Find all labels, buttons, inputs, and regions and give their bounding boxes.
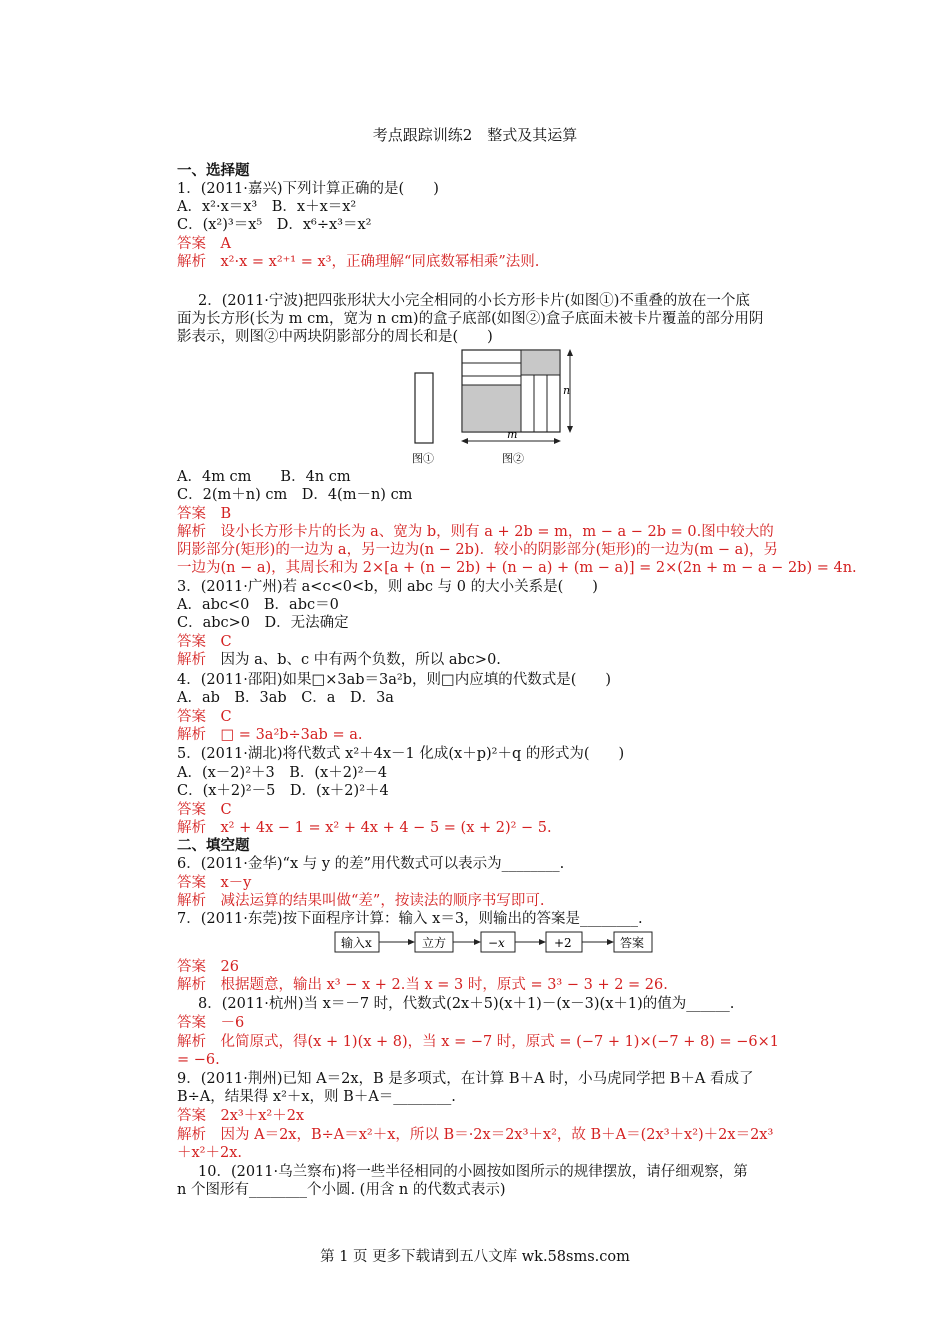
q4-answer <box>177 708 232 726</box>
fig2-card-v2 <box>534 375 547 432</box>
q9-answer <box>177 1107 304 1125</box>
q8-answer-value: －6 <box>220 1015 245 1031</box>
q6-stem: 6．(2011·金华)“x 与 y 的差”用代数式可以表示为________. <box>177 856 565 872</box>
q4-options: A．ab B．3ab C．a D．3a <box>177 690 394 706</box>
q6-analysis-text: 减法运算的结果叫做“差”，按读法的顺序书写即可. <box>220 893 545 909</box>
fig2-shade-small <box>521 350 560 375</box>
fig2-card-h1 <box>462 350 521 363</box>
q1-analysis-text: x²·x = x²⁺¹ = x³，正确理解“同底数幂相乘”法则. <box>220 254 540 270</box>
answer-label: 答案 <box>177 802 206 818</box>
n-label: n <box>563 384 571 397</box>
fig1-caption: 图① <box>412 452 434 465</box>
q3-options-cd: C．abc>0 D．无法确定 <box>177 615 349 631</box>
q9-stem-2: B÷A，结果得 x²＋x，则 B＋A＝________. <box>177 1089 456 1105</box>
q2-answer-value: B <box>220 506 232 522</box>
page-footer: 第 1 页 更多下载请到五八文库 wk.58sms.com <box>320 1249 630 1265</box>
q2-options-ab: A．4m cm B．4n cm <box>177 469 351 485</box>
analysis-label: 解析 <box>177 652 206 668</box>
analysis-label: 解析 <box>177 977 206 993</box>
q2-analysis-3: 一边为(n − a)，其周长和为 2×[a + (n − 2b) + (n − a) + (m − a)] = 2×(2n + m − a − 2b) = 4n. <box>177 560 857 576</box>
q2-analysis-1 <box>177 523 774 541</box>
flow-text-minus-x: −x <box>488 936 505 950</box>
q6-answer-value: x－y <box>220 875 252 891</box>
analysis-label: 解析 <box>177 1034 206 1050</box>
q1-options-ab: A．x²·x＝x³ B．x＋x＝x² <box>177 199 357 215</box>
q3-answer-value: C <box>220 634 232 650</box>
flow-text-plus-2: +2 <box>554 936 572 950</box>
answer-label: 答案 <box>177 236 206 252</box>
q1-answer <box>177 235 231 253</box>
q4-answer-value: C <box>220 709 232 725</box>
q3-options-ab: A．abc<0 B．abc＝0 <box>177 597 339 613</box>
q9-analysis-text-1: 因为 A＝2x，B÷A＝x²＋x，所以 B＝·2x＝2x³＋x²，故 B＋A＝(2x³＋x²)＋2x＝2x³ <box>220 1127 774 1143</box>
answer-label: 答案 <box>177 959 206 975</box>
q7-stem: 7．(2011·东莞)按下面程序计算：输入 x＝3，则输出的答案是________. <box>177 911 643 927</box>
section-heading-choice: 一、选择题 <box>177 162 250 179</box>
analysis-label: 解析 <box>177 727 206 743</box>
analysis-label: 解析 <box>177 254 206 270</box>
q9-stem-1: 9．(2011·荆州)已知 A＝2x，B 是多项式，在计算 B＋A 时，小马虎同学把 B＋A 看成了 <box>177 1071 754 1087</box>
q3-analysis <box>177 651 501 669</box>
q5-stem: 5．(2011·湖北)将代数式 x²＋4x－1 化成(x＋p)²＋q 的形式为( ) <box>177 746 625 762</box>
q7-flowchart <box>333 929 658 955</box>
fig2-caption: 图② <box>502 452 524 465</box>
analysis-label: 解析 <box>177 524 206 540</box>
q2-stem-3: 影表示，则图②中两块阴影部分的周长和是( ) <box>177 329 493 345</box>
q5-analysis <box>177 819 552 837</box>
q5-options-cd: C．(x＋2)²－5 D．(x＋2)²＋4 <box>177 783 389 799</box>
q9-analysis-1 <box>177 1126 773 1144</box>
q4-analysis <box>177 726 362 744</box>
answer-label: 答案 <box>177 506 206 522</box>
q8-analysis-2: = −6. <box>177 1052 220 1068</box>
m-label: m <box>507 428 518 441</box>
flow-text-answer: 答案 <box>620 936 645 950</box>
q2-stem-2: 面为长方形(长为 m cm，宽为 n cm)的盒子底部(如图②)盒子底面未被卡片覆盖的部分用阴 <box>177 311 764 327</box>
analysis-label: 解析 <box>177 820 206 836</box>
q2-analysis-text-1: 设小长方形卡片的长为 a、宽为 b，则有 a + 2b = m，m − a − 2b = 0.图中较大的 <box>220 524 774 540</box>
q3-analysis-text: 因为 a、b、c 中有两个负数，所以 abc>0. <box>220 652 501 668</box>
q1-answer-value: A <box>220 236 231 252</box>
q7-analysis <box>177 976 668 994</box>
flow-text-cube: 立方 <box>422 936 447 950</box>
q1-options-cd: C．(x²)³＝x⁵ D．x⁶÷x³＝x² <box>177 217 372 233</box>
q2-stem-1: 2．(2011·宁波)把四张形状大小完全相同的小长方形卡片(如图①)不重叠的放在一个底 <box>198 293 750 309</box>
q9-analysis-2: ＋x²＋2x. <box>177 1145 243 1161</box>
answer-label: 答案 <box>177 709 206 725</box>
q7-analysis-text: 根据题意，输出 x³ − x + 2.当 x = 3 时，原式 = 3³ − 3 + 2 = 26. <box>220 977 668 993</box>
q4-analysis-text: □ = 3a²b÷3ab = a. <box>220 727 363 743</box>
q8-stem: 8．(2011·杭州)当 x＝－7 时，代数式(2x＋5)(x＋1)－(x－3)(x＋1)的值为______. <box>198 996 735 1012</box>
q5-options-ab: A．(x－2)²＋3 B．(x＋2)²－4 <box>177 765 388 781</box>
q7-answer <box>177 958 239 976</box>
q5-answer <box>177 801 232 819</box>
q5-analysis-text: x² + 4x − 1 = x² + 4x + 4 − 5 = (x + 2)² − 5. <box>220 820 552 836</box>
q3-answer <box>177 633 232 651</box>
q2-analysis-2: 阴影部分(矩形)的一边为 a，另一边为(n − 2b)．较小的阴影部分(矩形)的一边为(m − a)，另 <box>177 542 778 558</box>
analysis-label: 解析 <box>177 1127 206 1143</box>
flow-text-input: 输入x <box>341 936 372 950</box>
q1-stem: 1．(2011·嘉兴)下列计算正确的是( ) <box>177 181 439 197</box>
answer-label: 答案 <box>177 1015 206 1031</box>
q4-stem: 4．(2011·邵阳)如果□×3ab＝3a²b，则□内应填的代数式是( ) <box>177 672 612 688</box>
q8-analysis-1 <box>177 1033 779 1051</box>
q6-analysis <box>177 892 544 910</box>
answer-label: 答案 <box>177 1108 206 1124</box>
q5-answer-value: C <box>220 802 232 818</box>
q2-answer <box>177 505 231 523</box>
page-title: 考点跟踪训练2 整式及其运算 <box>372 126 578 144</box>
fig1-card <box>415 373 433 443</box>
q7-answer-value: 26 <box>220 959 239 975</box>
q10-stem-2: n 个图形有________个小圆. (用含 n 的代数式表示) <box>177 1182 506 1198</box>
q2-figure <box>405 345 595 465</box>
fig2-card-v1 <box>521 375 534 432</box>
q8-analysis-text-1: 化简原式，得(x + 1)(x + 8)，当 x = −7 时，原式 = (−7 + 1)×(−7 + 8) = −6×1 <box>220 1034 780 1050</box>
q1-analysis <box>177 253 539 271</box>
q8-answer <box>177 1014 244 1032</box>
q2-options-cd: C．2(m＋n) cm D．4(m－n) cm <box>177 487 413 503</box>
answer-label: 答案 <box>177 875 206 891</box>
answer-label: 答案 <box>177 634 206 650</box>
q10-stem-1: 10．(2011·乌兰察布)将一些半径相同的小圆按如图所示的规律摆放，请仔细观察，第 <box>198 1164 748 1180</box>
q9-answer-value: 2x³＋x²＋2x <box>220 1108 305 1124</box>
fig2-shade-large <box>462 385 521 432</box>
section-heading-fill: 二、填空题 <box>177 837 250 854</box>
q6-answer <box>177 874 251 892</box>
fig2-card-h2 <box>462 363 521 376</box>
q3-stem: 3．(2011·广州)若 a<c<0<b，则 abc 与 0 的大小关系是( ) <box>177 579 598 595</box>
analysis-label: 解析 <box>177 893 206 909</box>
